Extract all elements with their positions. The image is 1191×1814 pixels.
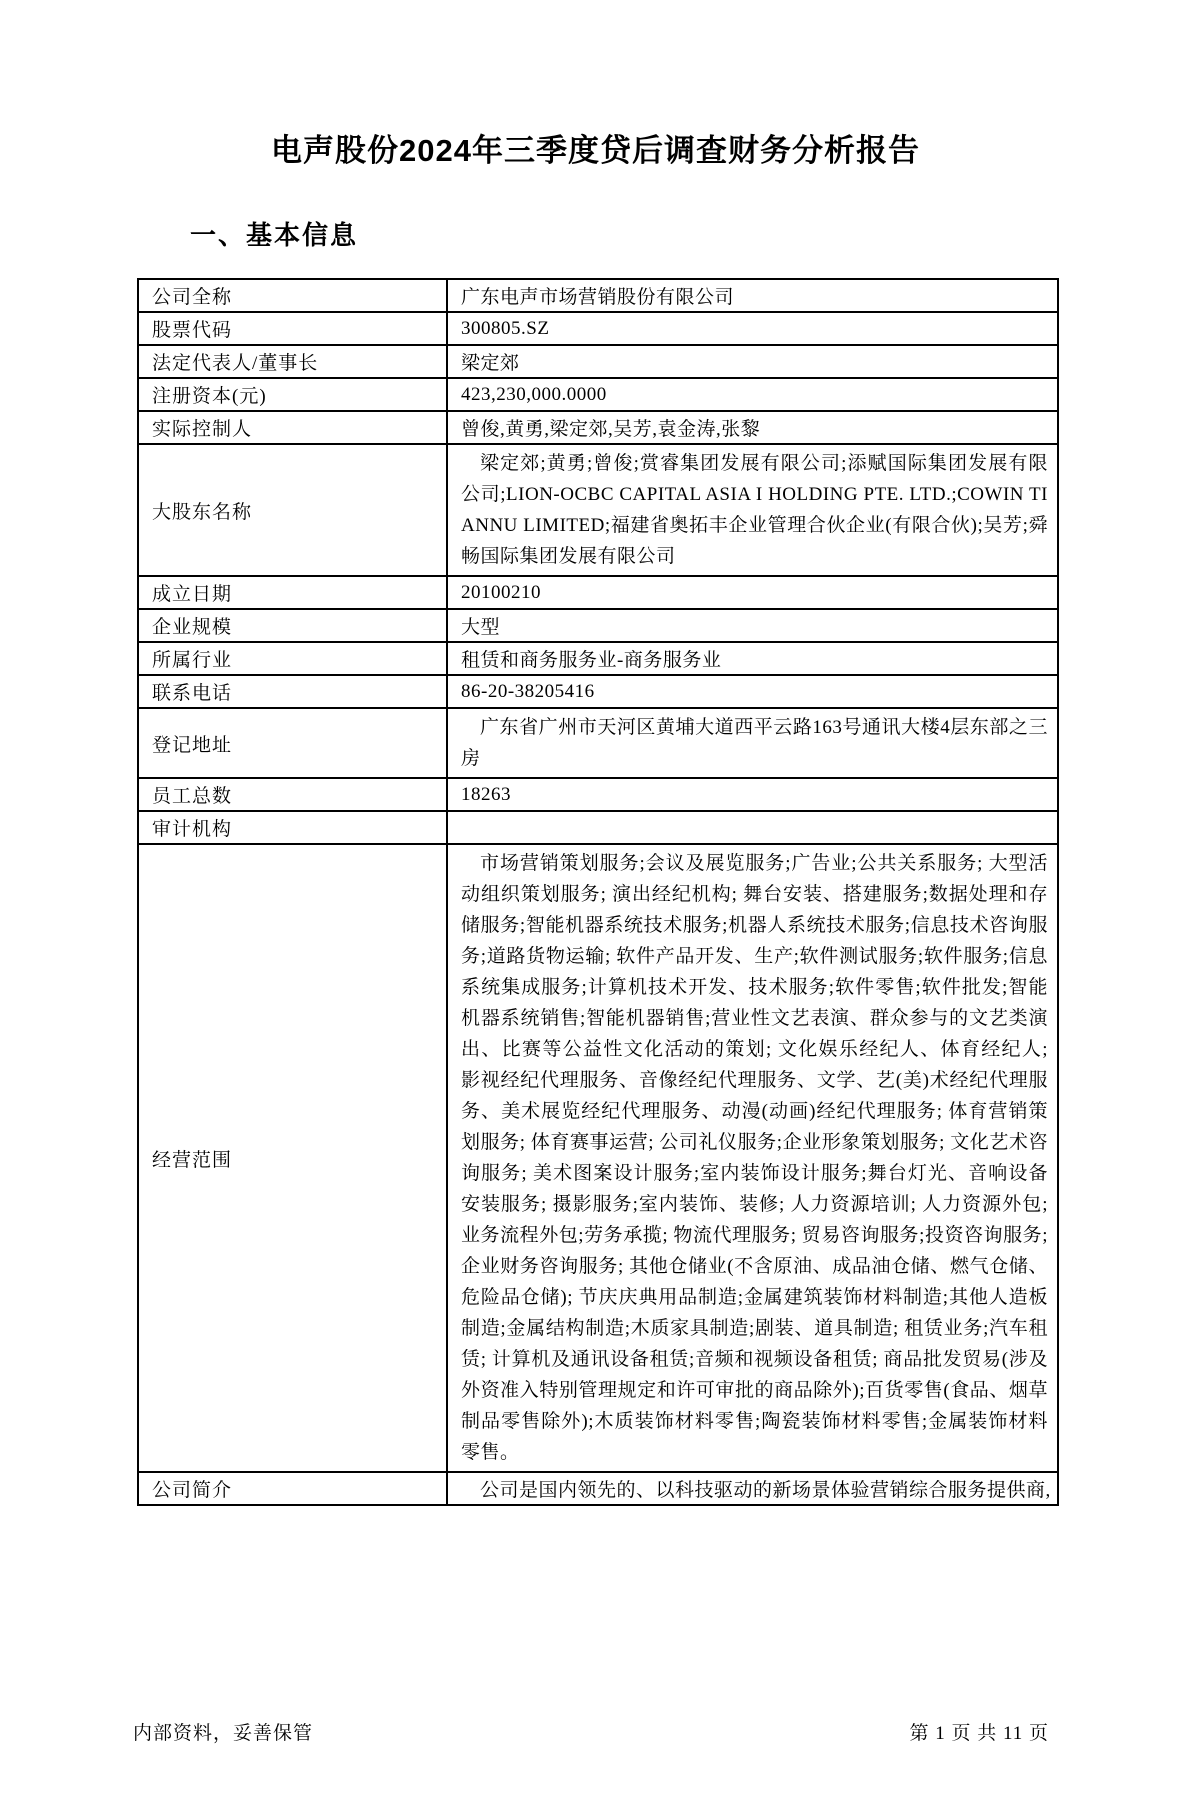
row-label: 实际控制人: [138, 411, 447, 444]
section-heading-basic-info: 一、基本信息: [190, 220, 359, 250]
table-row: [138, 279, 1058, 312]
table-row: [138, 675, 1058, 708]
table-row: [138, 576, 1058, 609]
table-row: [138, 708, 1058, 778]
basic-info-tbody: [138, 279, 1058, 1505]
table-row: [138, 609, 1058, 642]
row-value: 梁定郊;黄勇;曾俊;赏睿集团发展有限公司;添赋国际集团发展有限公司;LION-OCBC CAPITAL ASIA I HOLDING PTE. LTD.;COWIN TIANNU LIMITED;福建省奥拓丰企业管理合伙企业(有限合伙);吴芳;舜畅国际集团发展有限公司: [447, 444, 1058, 576]
row-label: 公司简介: [138, 1472, 447, 1505]
row-value: 86-20-38205416: [447, 675, 1058, 708]
row-label: 公司全称: [138, 279, 447, 312]
table-row: [138, 811, 1058, 844]
row-label: 大股东名称: [138, 444, 447, 576]
table-row: [138, 444, 1058, 576]
row-value: 市场营销策划服务;会议及展览服务;广告业;公共关系服务; 大型活动组织策划服务; 演出经纪机构; 舞台安装、搭建服务;数据处理和存储服务;智能机器系统技术服务;机器人系统技术服务;信息技术咨询服务;道路货物运输; 软件产品开发、生产;软件测试服务;软件服务;信息系统集成服务;计算机技术开发、技术服务;软件零售;软件批发;智能机器系统销售;智能机器销售;营业性文艺表演、群众参与的文艺类演出、比赛等公益性文化活动的策划; 文化娱乐经纪人、体育经纪人; 影视经纪代理服务、音像经纪代理服务、文学、艺(美)术经纪代理服务、美术展览经纪代理服务、动漫(动画)经纪代理服务; 体育营销策划服务; 体育赛事运营; 公司礼仪服务;企业形象策划服务; 文化艺术咨询服务; 美术图案设计服务;室内装饰设计服务;舞台灯光、音响设备安装服务; 摄影服务;室内装饰、装修; 人力资源培训; 人力资源外包;业务流程外包;劳务承揽; 物流代理服务; 贸易咨询服务;投资咨询服务;企业财务咨询服务; 其他仓储业(不含原油、成品油仓储、燃气仓储、危险品仓储); 节庆庆典用品制造;金属建筑装饰材料制造;其他人造板制造;金属结构制造;木质家具制造;剧装、道具制造; 租赁业务;汽车租赁; 计算机及通讯设备租赁;音频和视频设备租赁; 商品批发贸易(涉及外资准入特别管理规定和许可审批的商品除外);百货零售(食品、烟草制品零售除外);木质装饰材料零售;陶瓷装饰材料零售;金属装饰材料零售。: [447, 844, 1058, 1472]
row-label: 企业规模: [138, 609, 447, 642]
row-value: [447, 811, 1058, 844]
row-label: 注册资本(元): [138, 378, 447, 411]
row-label: 经营范围: [138, 844, 447, 1472]
footer-confidential-note: 内部资料，妥善保管: [133, 1723, 314, 1744]
row-value: 20100210: [447, 576, 1058, 609]
row-value: 公司是国内领先的、以科技驱动的新场景体验营销综合服务提供商,: [447, 1472, 1058, 1505]
row-label: 法定代表人/董事长: [138, 345, 447, 378]
row-value: 18263: [447, 778, 1058, 811]
page-title: 电声股份2024年三季度贷后调查财务分析报告: [271, 133, 920, 168]
row-value: 300805.SZ: [447, 312, 1058, 345]
table-row: [138, 1472, 1058, 1505]
row-value: 广东省广州市天河区黄埔大道西平云路163号通讯大楼4层东部之三房: [447, 708, 1058, 778]
row-label: 审计机构: [138, 811, 447, 844]
table-row: [138, 378, 1058, 411]
row-label: 所属行业: [138, 642, 447, 675]
table-row: [138, 844, 1058, 1472]
row-label: 员工总数: [138, 778, 447, 811]
row-value: 租赁和商务服务业-商务服务业: [447, 642, 1058, 675]
row-value: 大型: [447, 609, 1058, 642]
footer-page-number: 第 1 页 共 11 页: [909, 1723, 1049, 1744]
row-value: 广东电声市场营销股份有限公司: [447, 279, 1058, 312]
row-label: 成立日期: [138, 576, 447, 609]
table-row: [138, 312, 1058, 345]
table-row: [138, 345, 1058, 378]
row-value: 423,230,000.0000: [447, 378, 1058, 411]
document-page: [0, 130, 1191, 1814]
table-row: [138, 778, 1058, 811]
row-label: 登记地址: [138, 708, 447, 778]
basic-info-table: [137, 278, 1059, 1506]
table-row: [138, 411, 1058, 444]
row-label: 股票代码: [138, 312, 447, 345]
row-label: 联系电话: [138, 675, 447, 708]
table-row: [138, 642, 1058, 675]
row-value: 曾俊,黄勇,梁定郊,吴芳,袁金涛,张黎: [447, 411, 1058, 444]
row-value: 梁定郊: [447, 345, 1058, 378]
